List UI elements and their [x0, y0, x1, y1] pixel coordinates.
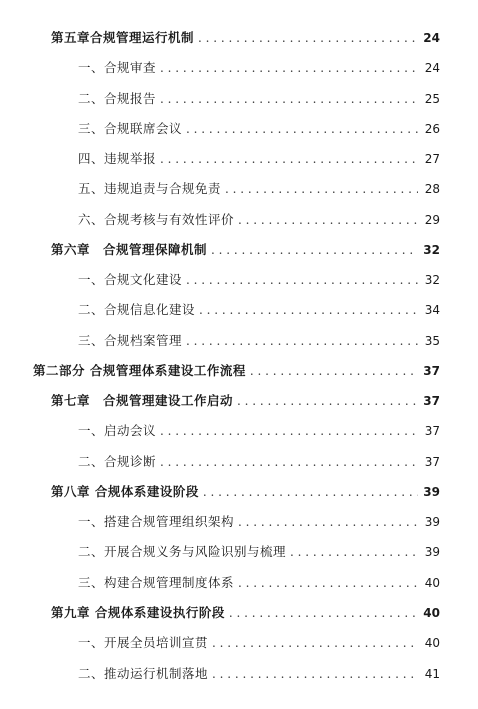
toc-entry-page: 41 — [424, 667, 440, 681]
toc-entry-label: 一、合规审查 — [78, 60, 157, 75]
toc-entry[interactable] — [78, 512, 440, 532]
toc-entry[interactable] — [78, 58, 440, 78]
toc-entry[interactable] — [78, 331, 440, 351]
toc-entry-page: 29 — [424, 213, 440, 227]
dot-leader — [199, 300, 418, 320]
toc-entry-label: 二、推动运行机制落地 — [78, 666, 209, 681]
dot-leader — [186, 270, 418, 290]
toc-entry-page: 37 — [424, 424, 440, 438]
toc-entry-page: 40 — [424, 576, 440, 590]
toc-entry-page: 35 — [424, 334, 440, 348]
toc-entry[interactable] — [78, 270, 440, 290]
toc-entry[interactable] — [78, 179, 440, 199]
toc-entry[interactable] — [78, 119, 440, 139]
dot-leader — [238, 512, 418, 532]
toc-entry-page: 37 — [423, 364, 440, 378]
toc-entry-label: 一、合规文化建设 — [78, 272, 183, 287]
toc-entry[interactable] — [78, 89, 440, 109]
toc-entry-label: 三、构建合规管理制度体系 — [78, 575, 235, 590]
dot-leader — [229, 603, 418, 623]
toc-entry-label: 二、开展合规义务与风险识别与梳理 — [78, 544, 287, 559]
toc-entry-page: 39 — [423, 485, 440, 499]
dot-leader — [212, 664, 418, 684]
toc-entry-label: 六、合规考核与有效性评价 — [78, 212, 235, 227]
toc-entry-chapter-5[interactable] — [51, 28, 440, 48]
toc-entry-page: 27 — [424, 152, 440, 166]
dot-leader — [238, 210, 418, 230]
toc-entry-page: 32 — [423, 243, 440, 257]
toc-entry-label: 一、搭建合规管理组织架构 — [78, 514, 235, 529]
dot-leader — [250, 361, 418, 381]
toc-entry-label: 二、合规信息化建设 — [78, 302, 196, 317]
dot-leader — [160, 421, 418, 441]
dot-leader — [160, 149, 418, 169]
toc-entry-page: 24 — [424, 61, 440, 75]
dot-leader — [211, 240, 418, 260]
toc-entry-part-2[interactable] — [33, 361, 440, 381]
toc-entry-label: 第二部分 合规管理体系建设工作流程 — [33, 363, 246, 378]
toc-entry-label: 二、合规诊断 — [78, 454, 157, 469]
toc-entry-page: 40 — [423, 606, 440, 620]
toc-entry[interactable] — [78, 452, 440, 472]
dot-leader — [225, 179, 418, 199]
dot-leader — [186, 331, 418, 351]
toc-entry[interactable] — [78, 421, 440, 441]
toc-entry-page: 28 — [424, 182, 440, 196]
toc-entry-label: 三、合规档案管理 — [78, 333, 183, 348]
toc-entry-page: 24 — [423, 31, 440, 45]
toc-entry-chapter-9[interactable] — [51, 603, 440, 623]
dot-leader — [212, 633, 418, 653]
toc-entry-label: 第八章 合规体系建设阶段 — [51, 484, 199, 499]
toc-entry-chapter-7[interactable] — [51, 391, 440, 411]
toc-entry[interactable] — [78, 300, 440, 320]
toc-entry-label: 第五章合规管理运行机制 — [51, 30, 195, 45]
toc-entry[interactable] — [78, 573, 440, 593]
toc-entry[interactable] — [78, 664, 440, 684]
toc-entry-label: 第七章 合规管理建设工作启动 — [51, 393, 234, 408]
toc-entry-label: 一、启动会议 — [78, 423, 157, 438]
dot-leader — [238, 573, 418, 593]
toc-entry-label: 第六章 合规管理保障机制 — [51, 242, 208, 257]
toc-entry[interactable] — [78, 149, 440, 169]
toc-entry-chapter-6[interactable] — [51, 240, 440, 260]
toc-entry[interactable] — [78, 542, 440, 562]
toc-entry-page: 40 — [424, 636, 440, 650]
toc-entry-label: 四、违规举报 — [78, 151, 157, 166]
dot-leader — [237, 391, 418, 411]
toc-entry-page: 37 — [424, 455, 440, 469]
toc-entry-page: 26 — [424, 122, 440, 136]
toc-entry-label: 二、合规报告 — [78, 91, 157, 106]
toc-entry-chapter-8[interactable] — [51, 482, 440, 502]
toc-entry-label: 五、违规追责与合规免责 — [78, 181, 222, 196]
toc-entry[interactable] — [78, 633, 440, 653]
toc-entry-page: 37 — [423, 394, 440, 408]
dot-leader — [160, 89, 418, 109]
toc-entry-label: 三、合规联席会议 — [78, 121, 183, 136]
dot-leader — [203, 482, 418, 502]
toc-entry[interactable] — [78, 210, 440, 230]
toc-entry-label: 一、开展全员培训宣贯 — [78, 635, 209, 650]
toc-entry-page: 34 — [424, 303, 440, 317]
dot-leader — [186, 119, 418, 139]
dot-leader — [290, 542, 418, 562]
toc-entry-page: 39 — [424, 515, 440, 529]
toc-entry-page: 32 — [424, 273, 440, 287]
toc-entry-page: 39 — [424, 545, 440, 559]
dot-leader — [198, 28, 418, 48]
toc-entry-label: 第九章 合规体系建设执行阶段 — [51, 605, 225, 620]
dot-leader — [160, 58, 418, 78]
dot-leader — [160, 452, 418, 472]
toc-entry-page: 25 — [424, 92, 440, 106]
